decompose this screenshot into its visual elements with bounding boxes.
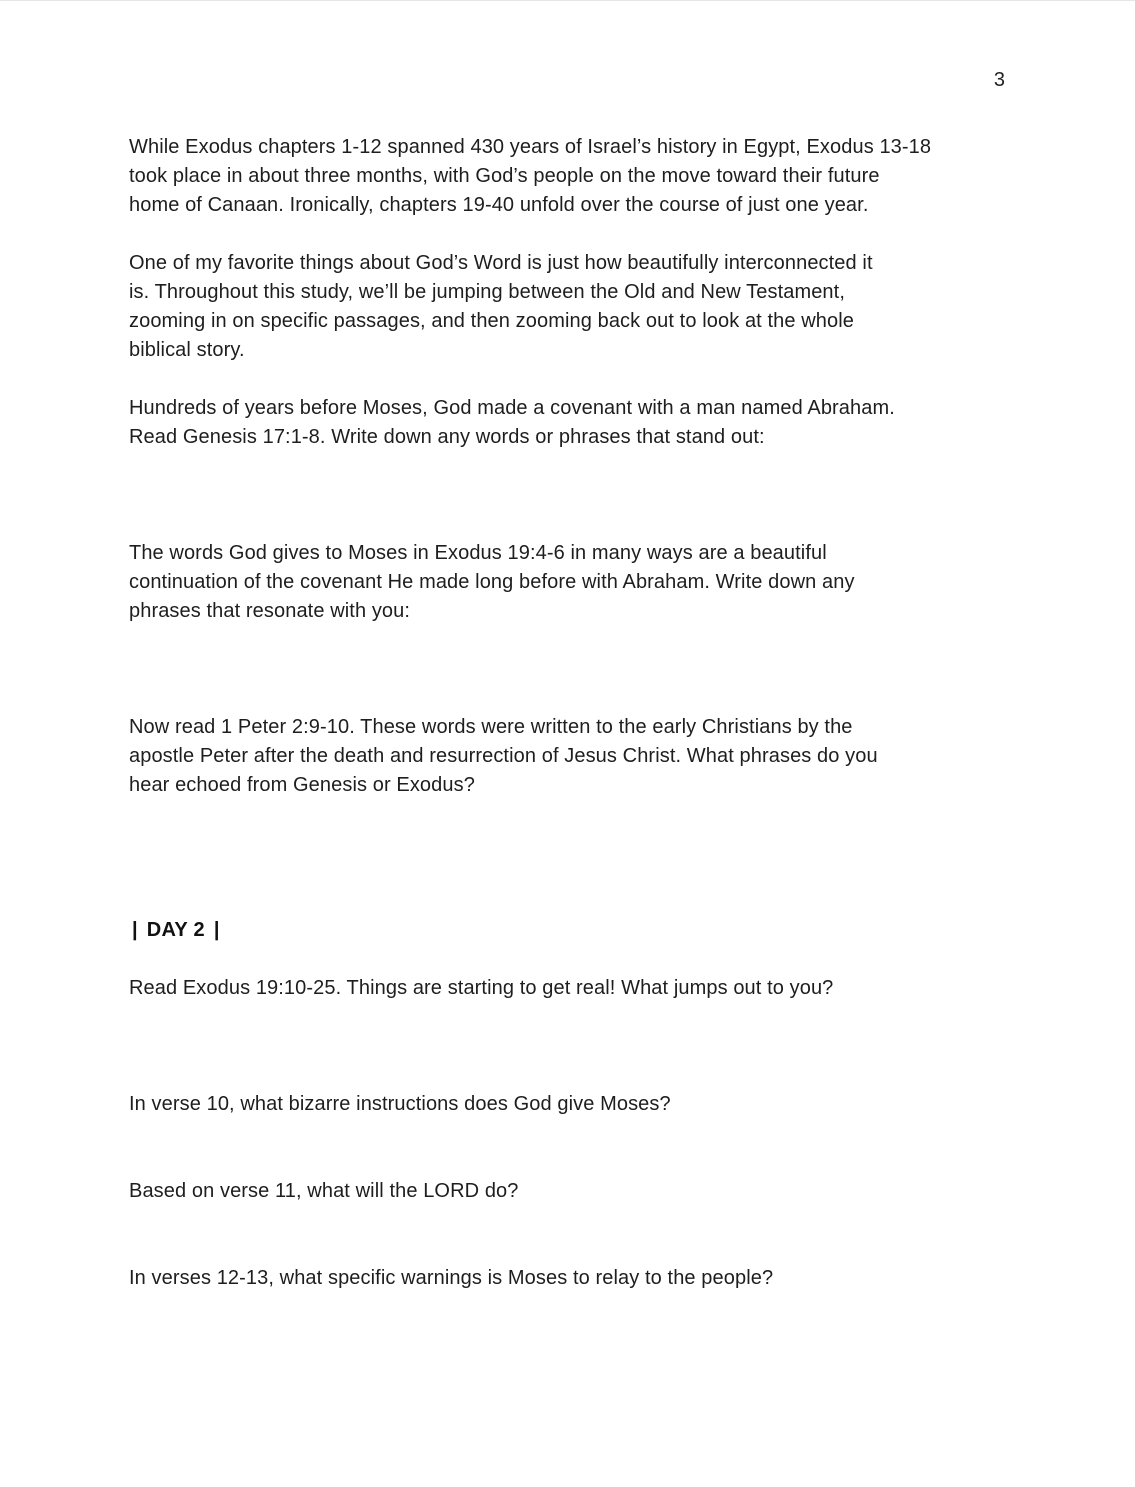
text-line: Read Genesis 17:1-8. Write down any words or phrases that stand out:: [129, 426, 765, 448]
text-line: continuation of the covenant He made long before with Abraham. Write down any: [129, 571, 855, 593]
text-line: Read Exodus 19:10-25. Things are starting to get real! What jumps out to you?: [129, 977, 834, 999]
peter-prompt: [129, 713, 1019, 800]
question-verse-10: [129, 1090, 1019, 1119]
text-line: hear echoed from Genesis or Exodus?: [129, 774, 475, 796]
exodus-19-prompt: [129, 539, 1019, 626]
heading-bar-left: |: [132, 919, 138, 941]
text-line: In verse 10, what bizarre instructions does God give Moses?: [129, 1093, 671, 1115]
heading-bar-right: |: [213, 919, 220, 941]
text-line: is. Throughout this study, we’ll be jumping between the Old and New Testament,: [129, 281, 845, 303]
question-verse-11: [129, 1177, 1019, 1206]
text-line: zooming in on specific passages, and then zooming back out to look at the whole: [129, 310, 855, 332]
text-line: home of Canaan. Ironically, chapters 19-40 unfold over the course of just one year.: [129, 194, 869, 216]
text-line: apostle Peter after the death and resurrection of Jesus Christ. What phrases do you: [129, 745, 878, 767]
question-exodus-19-10: [129, 974, 1019, 1003]
intro-paragraph: [129, 133, 1019, 220]
text-line: While Exodus chapters 1-12 spanned 430 years of Israel’s history in Egypt, Exodus 13-18: [129, 136, 932, 158]
interconnected-paragraph: [129, 249, 1019, 365]
text-line: Based on verse 11, what will the LORD do?: [129, 1180, 519, 1202]
text-line: The words God gives to Moses in Exodus 19:4-6 in many ways are a beautiful: [129, 542, 827, 564]
day-label: DAY 2: [146, 919, 205, 941]
abraham-prompt: [129, 394, 1019, 452]
day-2-heading: [129, 916, 223, 944]
text-line: took place in about three months, with God’s people on the move toward their future: [129, 165, 880, 187]
text-line: In verses 12-13, what specific warnings is Moses to relay to the people?: [129, 1267, 774, 1289]
page-number: 3: [993, 69, 1005, 91]
text-line: Hundreds of years before Moses, God made a covenant with a man named Abraham.: [129, 397, 895, 419]
text-line: biblical story.: [129, 339, 245, 361]
question-verses-12-13: [129, 1264, 1019, 1293]
text-line: phrases that resonate with you:: [129, 600, 411, 622]
text-line: One of my favorite things about God’s Word is just how beautifully interconnected it: [129, 252, 873, 274]
text-line: Now read 1 Peter 2:9-10. These words were written to the early Christians by the: [129, 716, 853, 738]
page-top-border: [0, 0, 1135, 1]
